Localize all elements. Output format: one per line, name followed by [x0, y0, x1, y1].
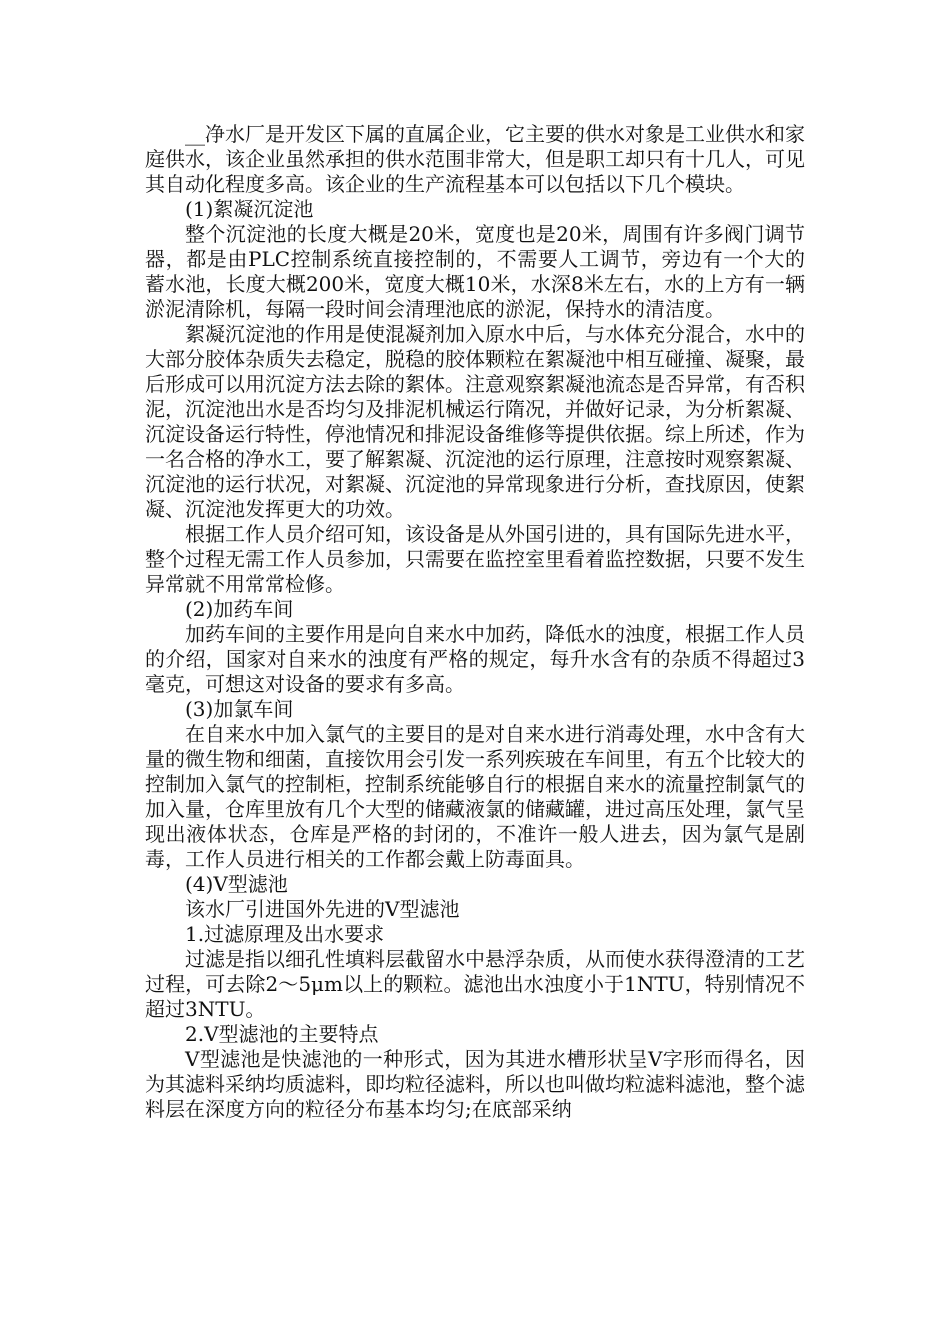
- document-body: [145, 122, 805, 1122]
- heading-v-filter: (4)V型滤池: [185, 872, 288, 896]
- heading-chlorination-workshop: (3)加氯车间: [185, 697, 294, 721]
- paragraph-dosing: 加药车间的主要作用是向自来水中加药，降低水的浊度，根据工作人员的介绍，国家对自来水的浊度有严格的规定，每升水含有的杂质不得超过3毫克，可想这对设备的要求有多高。: [145, 622, 805, 696]
- paragraph-v-filter-features: V型滤池是快滤池的一种形式，因为其进水槽形状呈V字形而得名，因为其滤料采纳均质滤料，即均粒径滤料，所以也叫做均粒滤料滤池，整个滤料层在深度方向的粒径分布基本均匀;在底部采纳: [145, 1047, 805, 1121]
- heading-v-filter-features: 2.V型滤池的主要特点: [185, 1022, 379, 1046]
- paragraph-intro: __净水厂是开发区下属的直属企业，它主要的供水对象是工业供水和家庭供水，该企业虽然承担的供水范围非常大，但是职工却只有十几人，可见其自动化程度多高。该企业的生产流程基本可以包括以下几个模块。: [145, 122, 805, 196]
- paragraph-filtration: 过滤是指以细孔性填料层截留水中悬浮杂质，从而使水获得澄清的工艺过程，可去除2～5μm以上的颗粒。滤池出水浊度小于1NTU，特别情况不超过3NTU。: [145, 947, 805, 1021]
- heading-filtration-principle: 1.过滤原理及出水要求: [185, 922, 385, 946]
- paragraph-equipment-source: 根据工作人员介绍可知，该设备是从外国引进的，具有国际先进水平，整个过程无需工作人员参加，只需要在监控室里看着监控数据，只要不发生异常就不用常常检修。: [145, 522, 805, 596]
- paragraph-chlorination: 在自来水中加入氯气的主要目的是对自来水进行消毒处理，水中含有大量的微生物和细菌，直接饮用会引发一系列疾玻在车间里，有五个比较大的控制加入氯气的控制柜，控制系统能够自行的根据自来水的流量控制氯气的加入量，仓库里放有几个大型的储藏液氯的储藏罐，进过高压处理，氯气呈现出液体状态，仓库是严格的封闭的，不准许一般人进去，因为氯气是剧毒，工作人员进行相关的工作都会戴上防毒面具。: [145, 722, 805, 871]
- heading-dosing-workshop: (2)加药车间: [185, 597, 294, 621]
- paragraph-tank-size: 整个沉淀池的长度大概是20米，宽度也是20米，周围有许多阀门调节器，都是由PLC控制系统直接控制的，不需要人工调节，旁边有一个大的蓄水池，长度大概200米，宽度大概10米，水深8米左右，水的上方有一辆淤泥清除机，每隔一段时间会清理池底的淤泥，保持水的清洁度。: [145, 222, 805, 321]
- heading-flocculation-tank: (1)絮凝沉淀池: [185, 197, 314, 221]
- paragraph-tank-function: 絮凝沉淀池的作用是使混凝剂加入原水中后，与水体充分混合，水中的大部分胶体杂质失去稳定，脱稳的胶体颗粒在絮凝池中相互碰撞、凝聚，最后形成可以用沉淀方法去除的絮体。注意观察絮凝池流态是否异常，有否积泥，沉淀池出水是否均匀及排泥机械运行隋况，并做好记录，为分析絮凝、沉淀设备运行特性，停池情况和排泥设备维修等提供依据。综上所述，作为一名合格的净水工，要了解絮凝、沉淀池的运行原理，注意按时观察絮凝、沉淀池的运行状况，对絮凝、沉淀池的异常现象进行分析，查找原因，使絮凝、沉淀池发挥更大的功效。: [145, 322, 805, 521]
- paragraph-v-filter-intro: 该水厂引进国外先进的V型滤池: [185, 897, 460, 921]
